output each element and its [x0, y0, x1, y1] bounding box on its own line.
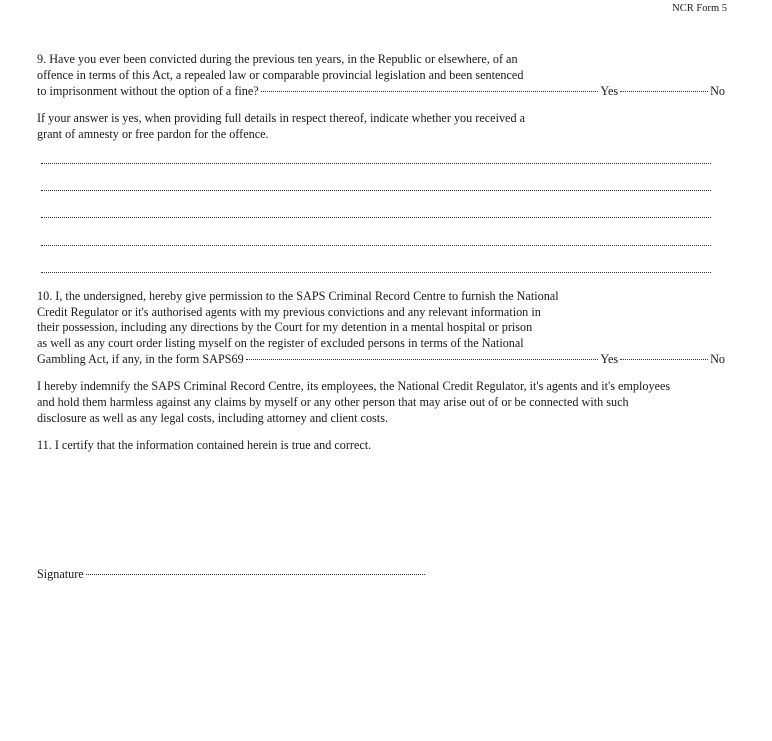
- signature-label: Signature: [37, 567, 84, 581]
- q10-text-line-2: Credit Regulator or it's authorised agents with my previous convictions and any relevant information in: [37, 305, 541, 319]
- q9-answer-row: [37, 84, 725, 100]
- signature-line[interactable]: [86, 574, 425, 575]
- q10-text-line-1: 10. I, the undersigned, hereby give permission to the SAPS Criminal Record Centre to furnish the National: [37, 289, 559, 303]
- q9-followup-line-2: grant of amnesty or free pardon for the offence.: [37, 127, 269, 141]
- details-line-4[interactable]: [41, 245, 711, 246]
- q9-followup-line-1: If your answer is yes, when providing full details in respect thereof, indicate whether you received a: [37, 111, 526, 125]
- q10-text-line-3: their possession, including any directions by the Court for my detention in a mental hospital or prison: [37, 320, 533, 334]
- q9-text-line-3: to imprisonment without the option of a fine?: [37, 84, 259, 98]
- q10-text-line-4: as well as any court order listing myself on the register of excluded persons in terms of the National: [37, 336, 524, 350]
- details-line-3[interactable]: [41, 217, 711, 218]
- q10-yes-no-dots: [620, 359, 708, 360]
- q9-no-option[interactable]: No: [710, 84, 725, 98]
- details-line-1[interactable]: [41, 163, 711, 164]
- q10-no-option[interactable]: No: [710, 352, 725, 366]
- q9-text-line-1: 9. Have you ever been convicted during the previous ten years, in the Republic or elsewhere, of an: [37, 52, 518, 66]
- indemnity-line-1: I hereby indemnify the SAPS Criminal Record Centre, its employees, the National Credit Regulator, it's agents and it's employees: [37, 379, 671, 393]
- details-line-2[interactable]: [41, 190, 711, 191]
- form-number-label: NCR Form 5: [672, 3, 727, 14]
- q10-text-line-5: Gambling Act, if any, in the form SAPS69: [37, 352, 244, 366]
- indemnity-line-3: disclosure as well as any legal costs, including attorney and client costs.: [37, 411, 388, 425]
- q9-leader-dots: [261, 91, 599, 92]
- details-line-5[interactable]: [41, 272, 711, 273]
- q11-statement: 11. I certify that the information contained herein is true and correct.: [37, 438, 372, 452]
- q10-yes-option[interactable]: Yes: [600, 352, 619, 366]
- q9-text-line-2: offence in terms of this Act, a repealed law or comparable provincial legislation and been sentenced: [37, 68, 524, 82]
- q10-leader-dots: [246, 359, 599, 360]
- indemnity-line-2: and hold them harmless against any claims by myself or any other person that may arise out of or be connected with such: [37, 395, 629, 409]
- q9-yes-option[interactable]: Yes: [600, 84, 619, 98]
- q10-answer-row: [37, 352, 725, 368]
- q9-yes-no-dots: [620, 91, 708, 92]
- signature-row: [37, 567, 427, 583]
